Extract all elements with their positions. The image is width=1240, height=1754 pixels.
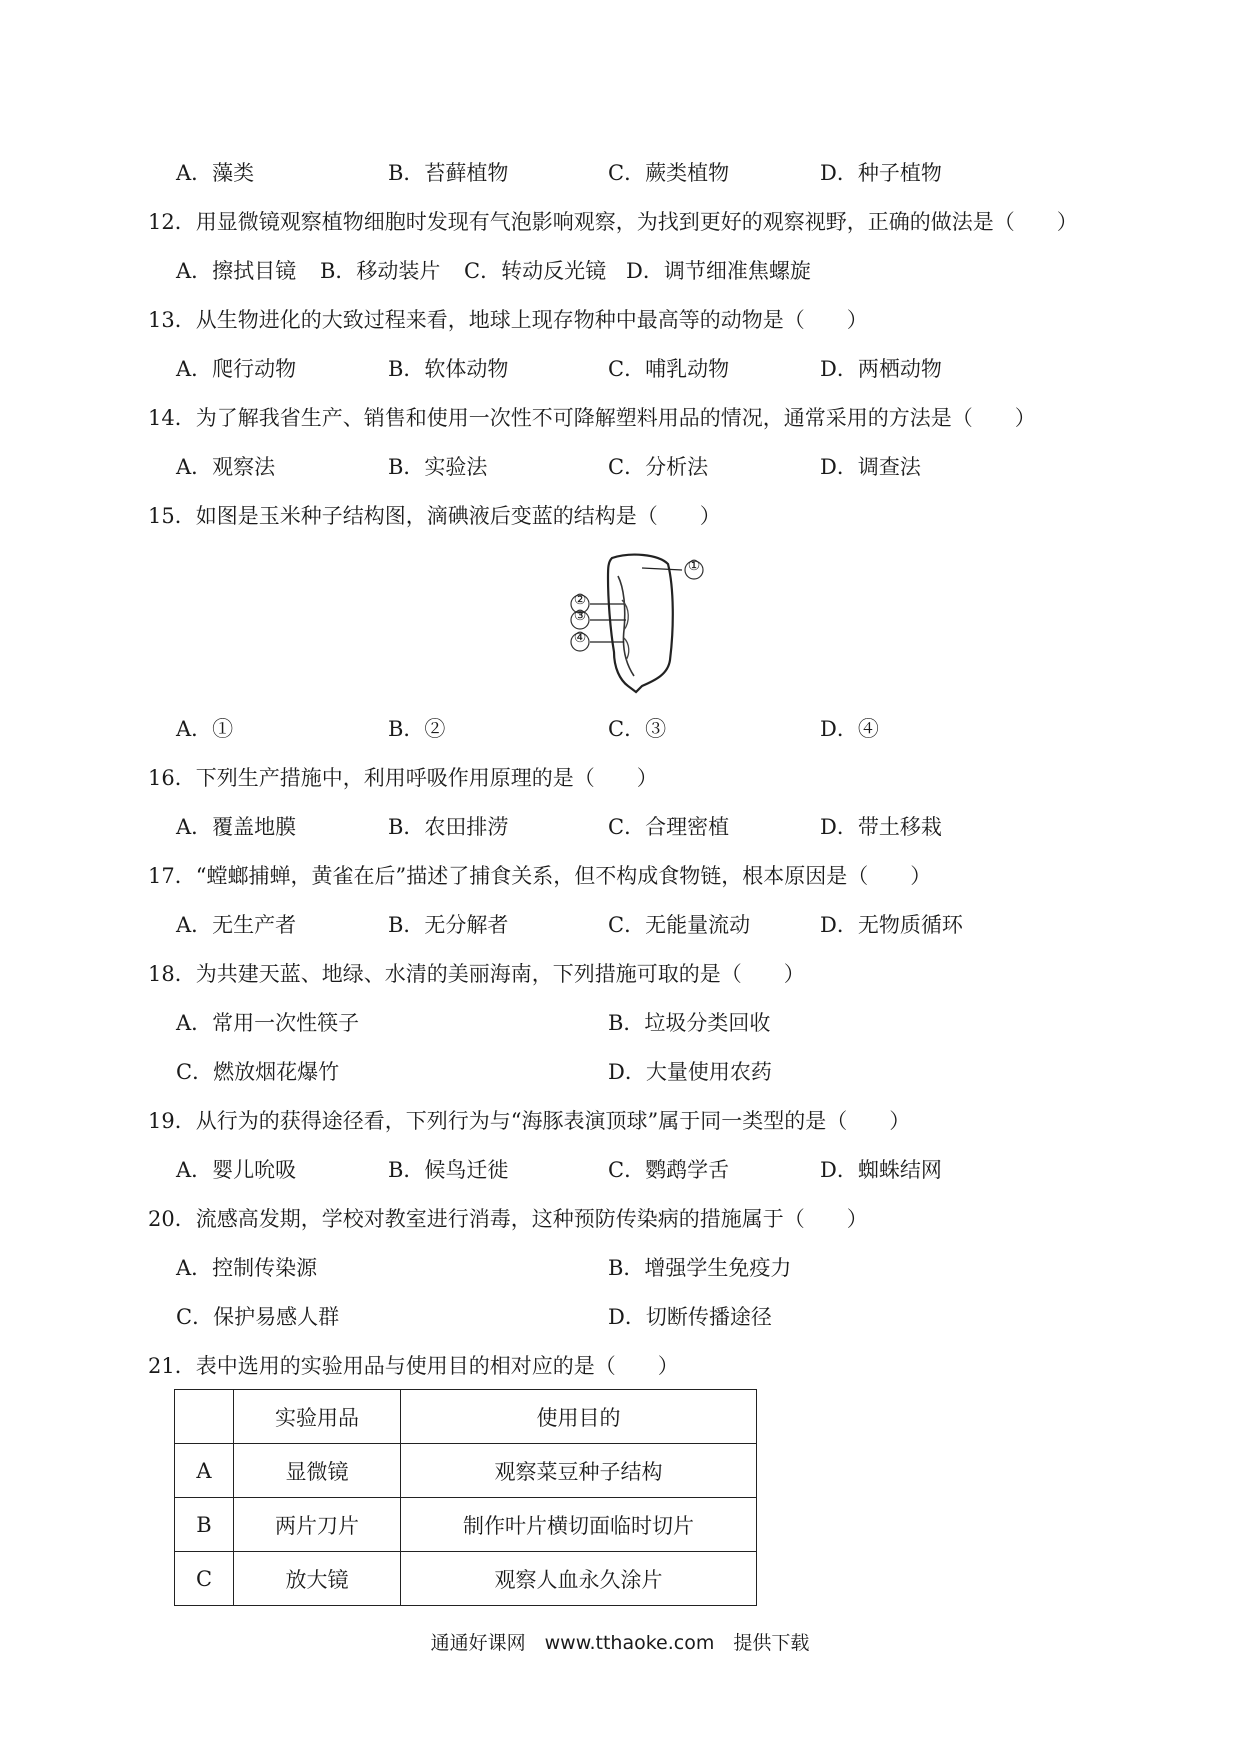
figure-label-3: ③ xyxy=(573,608,587,624)
table-cell: 放大镜 xyxy=(234,1552,401,1606)
q11-option-d: D．种子植物 xyxy=(820,161,942,185)
q21-stem: 21．表中选用的实验用品与使用目的相对应的是（ ） xyxy=(148,1354,679,1378)
q13-option-c: C．哺乳动物 xyxy=(608,357,730,381)
table-cell: 观察菜豆种子结构 xyxy=(401,1444,757,1498)
table-row xyxy=(175,1552,757,1606)
q19-option-d: D．蜘蛛结网 xyxy=(820,1158,942,1182)
q17-stem: 17．“螳螂捕蝉，黄雀在后”描述了捕食关系，但不构成食物链，根本原因是（ ） xyxy=(148,864,932,888)
figure-label-4: ④ xyxy=(573,630,587,646)
table-header-cell: 实验用品 xyxy=(234,1390,401,1444)
q12-stem: 12．用显微镜观察植物细胞时发现有气泡影响观察，为找到更好的观察视野，正确的做法是（ ） xyxy=(148,210,1078,234)
q20-option-b: B．增强学生免疫力 xyxy=(608,1256,792,1280)
q15-option-d: D．④ xyxy=(820,717,879,741)
page-footer: 通通好课网 www.tthaoke.com 提供下载 xyxy=(430,1632,810,1654)
q14-option-b: B．实验法 xyxy=(388,455,488,479)
table-cell: B xyxy=(175,1498,234,1552)
q17-option-d: D．无物质循环 xyxy=(820,913,963,937)
q18-option-c: C．燃放烟花爆竹 xyxy=(176,1060,340,1084)
q19-option-b: B．候鸟迁徙 xyxy=(388,1158,509,1182)
q20-option-a: A．控制传染源 xyxy=(176,1256,318,1280)
table-cell: 制作叶片横切面临时切片 xyxy=(401,1498,757,1552)
q20-option-c: C．保护易感人群 xyxy=(176,1305,340,1329)
q12-option-a: A．擦拭目镜 xyxy=(176,259,297,283)
q13-option-d: D．两栖动物 xyxy=(820,357,942,381)
q15-option-b: B．② xyxy=(388,717,446,741)
q12-option-b: B．移动装片 xyxy=(320,259,441,283)
table-cell: 观察人血永久涂片 xyxy=(401,1552,757,1606)
q11-option-a: A．藻类 xyxy=(176,161,255,185)
q19-stem: 19．从行为的获得途径看，下列行为与“海豚表演顶球”属于同一类型的是（ ） xyxy=(148,1109,911,1133)
q17-option-c: C．无能量流动 xyxy=(608,913,751,937)
q21-table xyxy=(174,1389,757,1606)
table-header-cell xyxy=(175,1390,234,1444)
table-cell: 显微镜 xyxy=(234,1444,401,1498)
figure-label-2: ② xyxy=(573,592,587,608)
q13-option-a: A．爬行动物 xyxy=(176,357,297,381)
q15-stem: 15．如图是玉米种子结构图，滴碘液后变蓝的结构是（ ） xyxy=(148,504,721,528)
q18-option-b: B．垃圾分类回收 xyxy=(608,1011,771,1035)
q13-option-b: B．软体动物 xyxy=(388,357,509,381)
q18-stem: 18．为共建天蓝、地绿、水清的美丽海南，下列措施可取的是（ ） xyxy=(148,962,805,986)
q12-option-c: C．转动反光镜 xyxy=(464,259,607,283)
q20-option-d: D．切断传播途径 xyxy=(608,1305,772,1329)
q11-option-b: B．苔藓植物 xyxy=(388,161,509,185)
q15-option-a: A．① xyxy=(176,717,234,741)
q18-option-a: A．常用一次性筷子 xyxy=(176,1011,360,1035)
q14-option-c: C．分析法 xyxy=(608,455,709,479)
q16-option-d: D．带土移栽 xyxy=(820,815,942,839)
q17-option-b: B．无分解者 xyxy=(388,913,509,937)
table-header-row xyxy=(175,1390,757,1444)
table-cell: A xyxy=(175,1444,234,1498)
table-header-cell: 使用目的 xyxy=(401,1390,757,1444)
q18-option-d: D．大量使用农药 xyxy=(608,1060,772,1084)
q16-option-b: B．农田排涝 xyxy=(388,815,509,839)
q14-stem: 14．为了解我省生产、销售和使用一次性不可降解塑料用品的情况，通常采用的方法是（ ） xyxy=(148,406,1036,430)
q20-stem: 20．流感高发期，学校对教室进行消毒，这种预防传染病的措施属于（ ） xyxy=(148,1207,868,1231)
figure-label-1: ① xyxy=(687,558,701,574)
q12-option-d: D．调节细准焦螺旋 xyxy=(626,259,811,283)
table-cell: 两片刀片 xyxy=(234,1498,401,1552)
q17-option-a: A．无生产者 xyxy=(176,913,297,937)
corn-seed-figure xyxy=(570,548,720,698)
table-row xyxy=(175,1498,757,1552)
q16-stem: 16．下列生产措施中，利用呼吸作用原理的是（ ） xyxy=(148,766,658,790)
q11-option-c: C．蕨类植物 xyxy=(608,161,730,185)
q14-option-d: D．调查法 xyxy=(820,455,921,479)
q19-option-a: A．婴儿吮吸 xyxy=(176,1158,297,1182)
q19-option-c: C．鹦鹉学舌 xyxy=(608,1158,730,1182)
table-cell: C xyxy=(175,1552,234,1606)
q15-option-c: C．③ xyxy=(608,717,667,741)
q16-option-c: C．合理密植 xyxy=(608,815,730,839)
q16-option-a: A．覆盖地膜 xyxy=(176,815,297,839)
table-row xyxy=(175,1444,757,1498)
q14-option-a: A．观察法 xyxy=(176,455,276,479)
q13-stem: 13．从生物进化的大致过程来看，地球上现存物种中最高等的动物是（ ） xyxy=(148,308,868,332)
